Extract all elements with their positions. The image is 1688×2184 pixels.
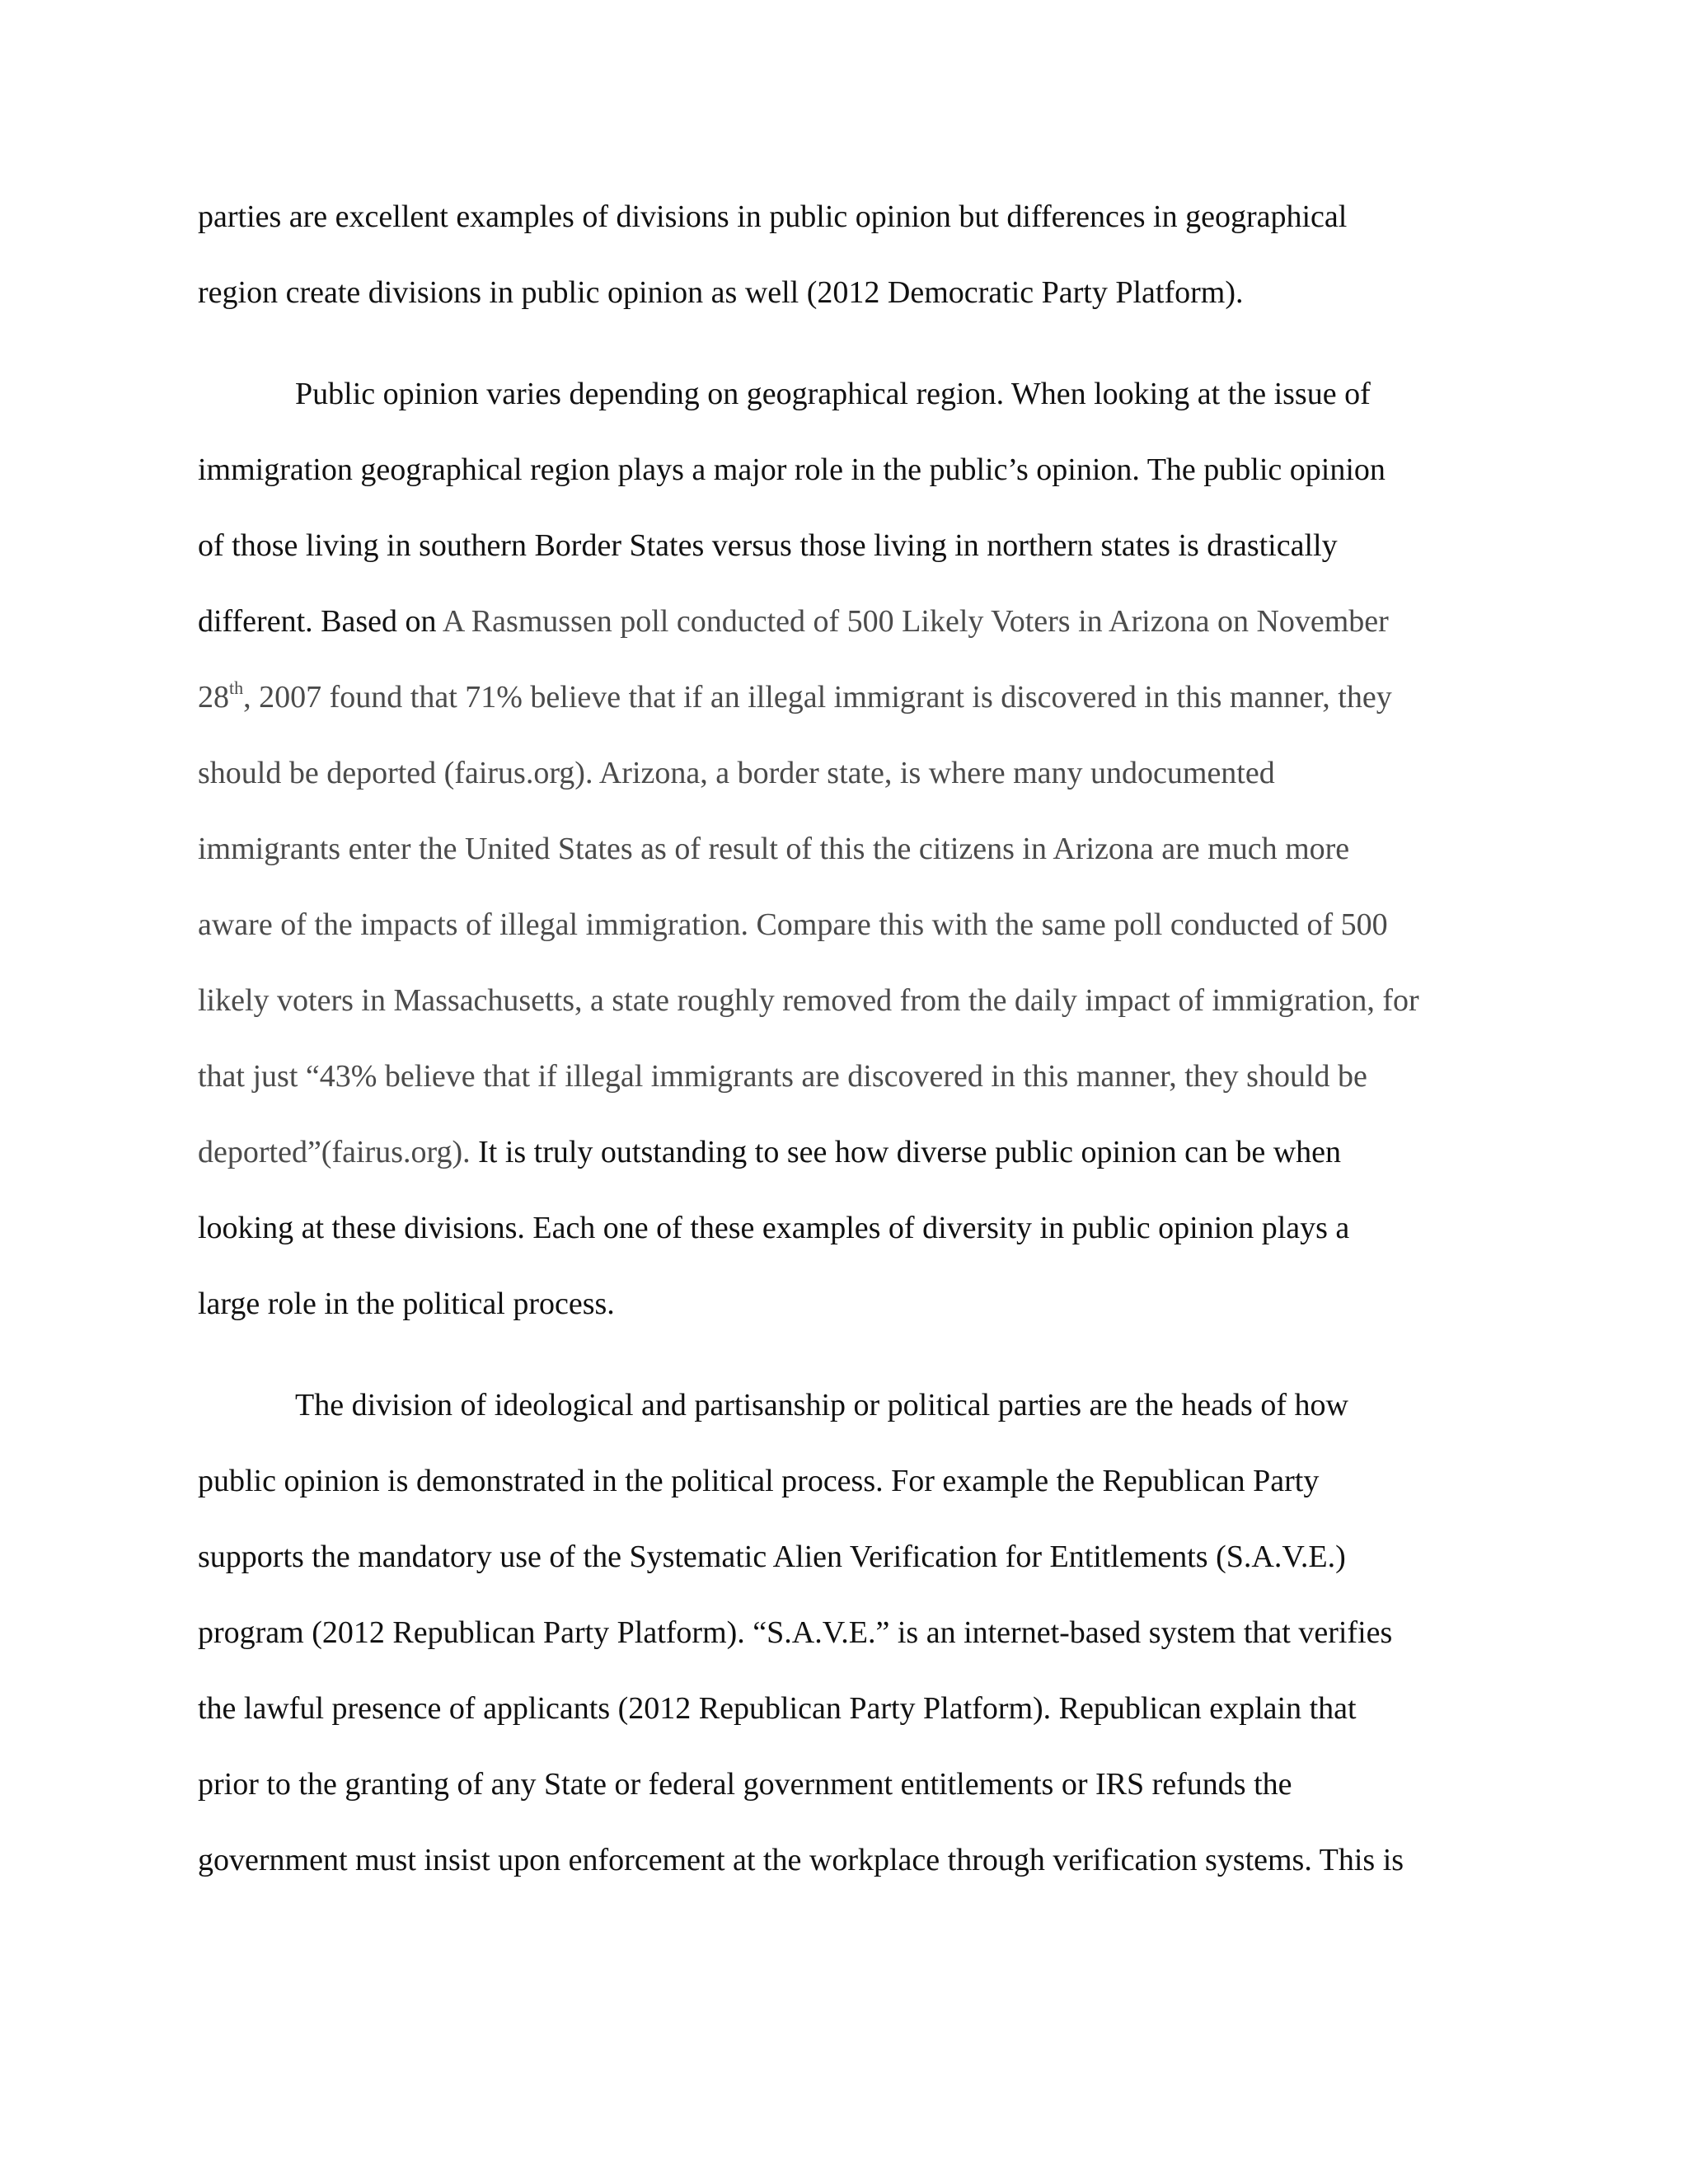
paragraph-2-line-2: immigration geographical region plays a major role in the public’s opinion. The public opinion: [198, 452, 1386, 487]
paragraph-2-line-7: immigrants enter the United States as of result of this the citizens in Arizona are much more: [198, 832, 1350, 866]
paragraph-3-line-4: program (2012 Republican Party Platform). “S.A.V.E.” is an internet-based system that verifies: [198, 1615, 1393, 1650]
paragraph-3-line-5: the lawful presence of applicants (2012 Republican Party Platform). Republican explain that: [198, 1691, 1357, 1726]
paragraph-2-line-5-text-a: 28: [198, 680, 229, 715]
paragraph-2-line-11-text-a: deported”(fairus.org).: [198, 1135, 479, 1169]
paragraph-2-line-4-text-b: A Rasmussen poll conducted of 500 Likely Voters in Arizona on November: [442, 604, 1389, 639]
paragraph-3-line-2: public opinion is demonstrated in the political process. For example the Republican Party: [198, 1464, 1320, 1498]
paragraph-2-line-9: likely voters in Massachusetts, a state roughly removed from the daily impact of immigration, for: [198, 983, 1419, 1018]
paragraph-2-line-8: aware of the impacts of illegal immigration. Compare this with the same poll conducted of 500: [198, 907, 1388, 942]
paragraph-3-line-6: prior to the granting of any State or federal government entitlements or IRS refunds the: [198, 1767, 1292, 1802]
paragraph-2-line-6: should be deported (fairus.org). Arizona, a border state, is where many undocumented: [198, 756, 1275, 790]
paragraph-2-line-5: [198, 678, 1392, 716]
paragraph-3-line-7: government must insist upon enforcement at the workplace through verification systems. This is: [198, 1843, 1404, 1877]
paragraph-2-line-11: [198, 1133, 1341, 1171]
paragraph-3-line-1: The division of ideological and partisanship or political parties are the heads of how: [295, 1388, 1348, 1422]
paragraph-2-line-10: that just “43% believe that if illegal immigrants are discovered in this manner, they should be: [198, 1059, 1367, 1094]
paragraph-2-line-1: Public opinion varies depending on geographical region. When looking at the issue of: [295, 377, 1371, 411]
paragraph-2-line-4-text-a: different. Based on: [198, 604, 443, 639]
paragraph-1-line-2: region create divisions in public opinion as well (2012 Democratic Party Platform).: [198, 275, 1244, 310]
paragraph-1-line-1: parties are excellent examples of divisions in public opinion but differences in geographical: [198, 199, 1348, 234]
paragraph-2-line-5-text-b: , 2007 found that 71% believe that if an illegal immigrant is discovered in this manner, they: [243, 680, 1392, 715]
paragraph-2-line-3: of those living in southern Border States versus those living in northern states is drastically: [198, 528, 1338, 563]
ordinal-superscript: th: [229, 677, 244, 698]
paragraph-2-line-13: large role in the political process.: [198, 1286, 615, 1321]
paragraph-3-line-3: supports the mandatory use of the Systematic Alien Verification for Entitlements (S.A.V.E.): [198, 1540, 1346, 1574]
paragraph-2-line-12: looking at these divisions. Each one of these examples of diversity in public opinion plays a: [198, 1211, 1350, 1245]
paragraph-2-line-4: [198, 602, 1389, 640]
paragraph-2-line-11-text-b: It is truly outstanding to see how diverse public opinion can be when: [478, 1135, 1342, 1169]
